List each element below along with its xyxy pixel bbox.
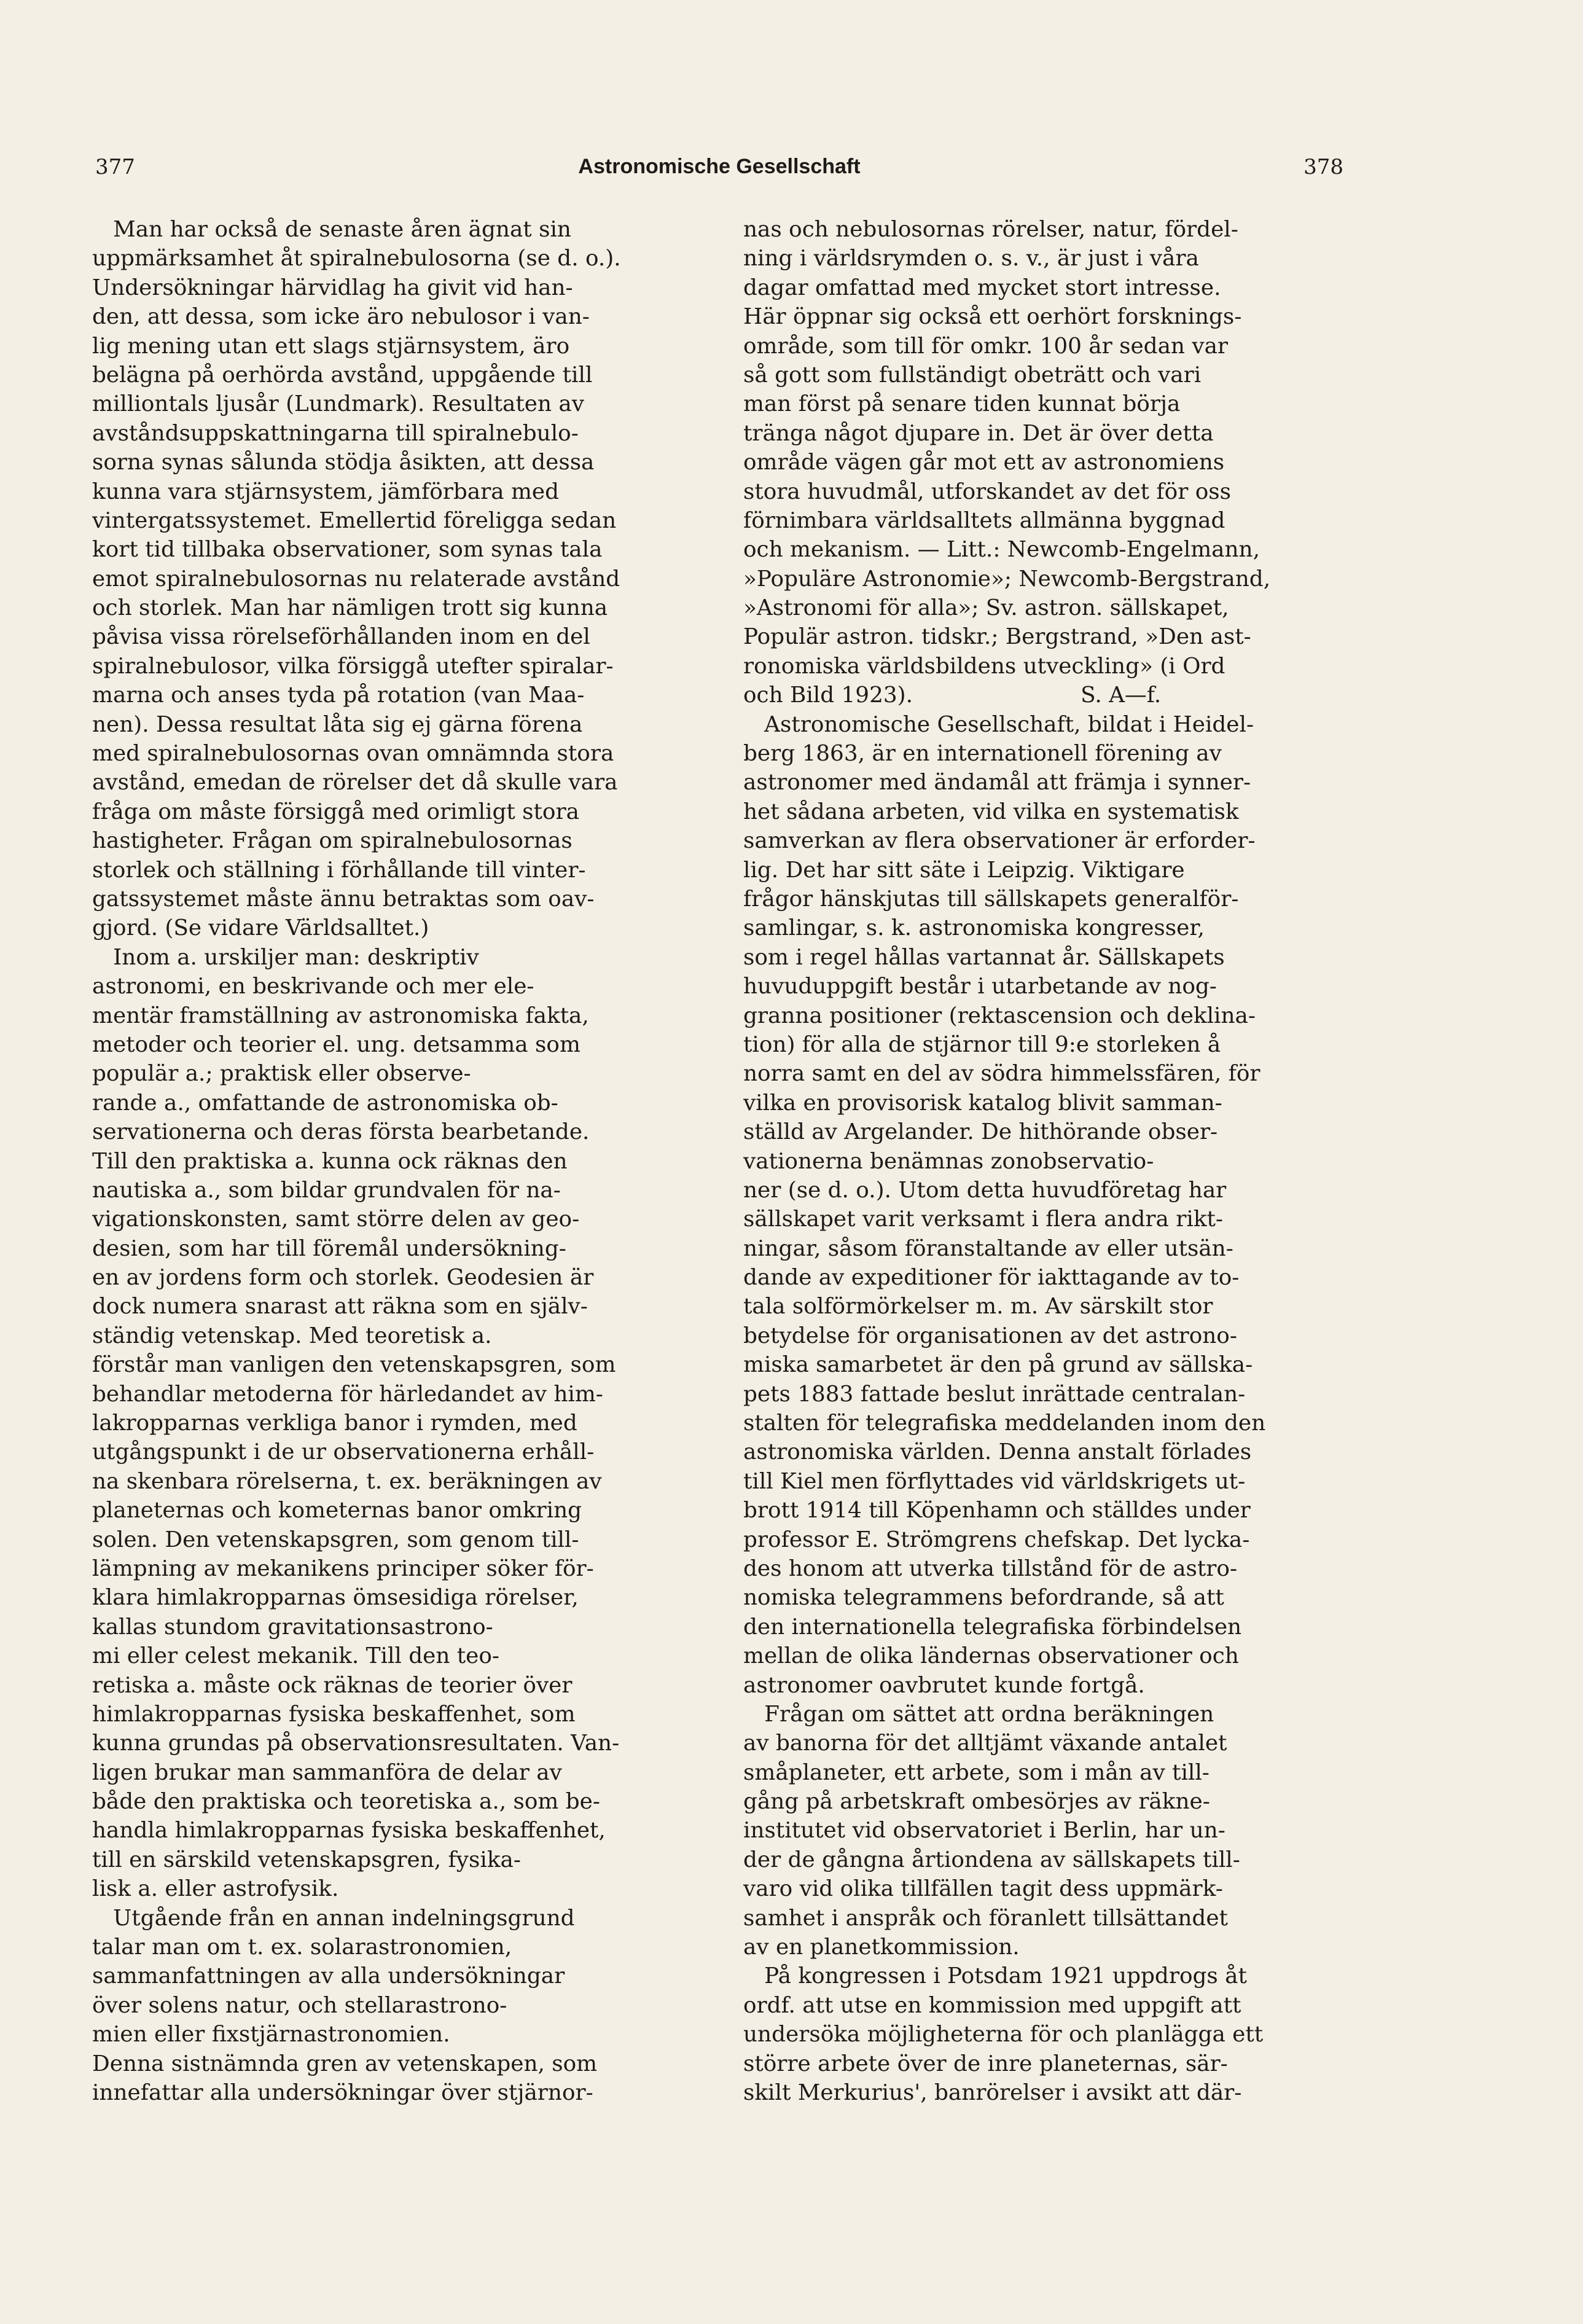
text-line: professor E. Strömgrens chefskap. Det lycka- [743,1527,1250,1552]
text-line: vationerna benämnas zonobservatio- [743,1148,1154,1174]
text-line: stora huvudmål, utforskandet av det för oss [743,479,1231,504]
text-line: ronomiska världsbildens utveckling» (i Ord [743,653,1225,679]
text-line: Här öppnar sig också ett oerhört forsknings- [743,304,1242,330]
text-line: nen). Dessa resultat låta sig ej gärna förena [92,711,583,737]
text-line: fråga om måste försiggå med orimligt stora [92,799,579,824]
text-line: brott 1914 till Köpenhamn och ställdes under [743,1498,1251,1524]
text-line: över solens natur, och stellarastrono- [92,1992,507,2018]
text-line: des honom att utverka tillstånd för de astro- [743,1555,1238,1581]
text-line: marna och anses tyda på rotation (van Maa- [92,683,585,708]
text-line: Inom a. urskiljer man: deskriptiv [92,944,479,970]
text-line: man först på senare tiden kunnat börja [743,391,1181,417]
text-line: tala solförmörkelser m. m. Av särskilt stor [743,1294,1213,1320]
text-line: Undersökningar härvidlag ha givit vid han- [92,275,573,300]
text-line: dagar omfattad med mycket stort intresse. [743,275,1221,300]
text-line: ningar, såsom föranstaltande av eller utsän- [743,1235,1233,1261]
text-line: dande av expeditioner för iakttagande av to- [743,1265,1240,1291]
text-line: som i regel hållas vartannat år. Sällskapets [743,944,1225,970]
right-text-column [743,215,1367,2107]
text-line: stalten för telegrafiska meddelanden inom den [743,1410,1266,1436]
text-line: Denna sistnämnda gren av vetenskapen, som [92,2051,598,2076]
text-line: nomiska telegrammens befordrande, så att [743,1585,1224,1611]
text-line: populär a.; praktisk eller observe- [92,1061,471,1087]
text-line: undersöka möjligheterna för och planlägga ett [743,2022,1264,2048]
text-line: frågor hänskjutas till sällskapets generalför- [743,886,1239,912]
text-line: påvisa vissa rörelseförhållanden inom en del [92,624,590,650]
text-line: lämpning av mekanikens principer söker för- [92,1555,594,1581]
text-line: gång på arbetskraft ombesörjes av räkne- [743,1789,1210,1815]
text-line: större arbete över de inre planeternas, sär- [743,2051,1228,2076]
text-line: granna positioner (rektascension och deklina- [743,1003,1256,1028]
text-line: småplaneter, ett arbete, som i mån av till- [743,1759,1210,1785]
text-line: avståndsuppskattningarna till spiralnebulo- [92,420,579,446]
text-line: het sådana arbeten, vid vilka en systematisk [743,799,1239,824]
text-line: område vägen går mot ett av astronomiens [743,450,1225,475]
text-line: samhet i anspråk och föranlett tillsättandet [743,1905,1228,1931]
text-line: der de gångna årtiondena av sällskapets till- [743,1847,1240,1872]
text-line: astronomi, en beskrivande och mer ele- [92,974,534,1000]
text-line: nas och nebulosornas rörelser, natur, fördel- [743,217,1238,242]
text-line: norra samt en del av södra himmelssfären, för [743,1061,1261,1087]
text-line: och mekanism. — Litt.: Newcomb-Engelmann, [743,537,1260,563]
text-line: spiralnebulosor, vilka försiggå utefter spiralar- [92,653,614,679]
text-line: emot spiralnebulosornas nu relaterade avstånd [92,566,620,592]
text-line: tion) för alla de stjärnor till 9:e storleken å [743,1031,1221,1057]
text-line: betydelse för organisationen av det astrono- [743,1323,1237,1348]
text-line: den internationella telegrafiska förbindelsen [743,1614,1242,1640]
running-header [95,155,1343,192]
text-line: Populär astron. tidskr.; Bergstrand, »Den ast- [743,624,1251,650]
text-line: solen. Den vetenskapsgren, som genom till- [92,1527,579,1552]
text-line: gatssystemet måste ännu betraktas som oav- [92,886,595,912]
text-line: sammanfattningen av alla undersökningar [92,1963,565,1989]
text-line: och storlek. Man har nämligen trott sig kunna [92,595,608,621]
text-line: kunna grundas på observationsresultaten. Van- [92,1731,620,1756]
text-line: lakropparnas verkliga banor i rymden, med [92,1410,577,1436]
left-text-column [92,215,716,2107]
page-number-right: 378 [1304,155,1343,179]
text-line: milliontals ljusår (Lundmark). Resultaten av [92,391,584,417]
text-line: en av jordens form och storlek. Geodesien är [92,1265,594,1291]
text-line: sorna synas sålunda stödja åsikten, att dessa [92,450,595,475]
text-line: servationerna och deras första bearbetande. [92,1119,590,1145]
text-line: Till den praktiska a. kunna ock räknas den [92,1148,568,1174]
text-line: av banorna för det alltjämt växande antalet [743,1731,1227,1756]
text-line: metoder och teorier el. ung. detsamma som [92,1031,580,1057]
text-line: både den praktiska och teoretiska a., som be- [92,1789,600,1815]
text-line: Utgående från en annan indelningsgrund [92,1905,575,1931]
text-line: himlakropparnas fysiska beskaffenhet, som [92,1701,576,1727]
text-line: lig mening utan ett slags stjärnsystem, äro [92,333,570,359]
text-line: kunna vara stjärnsystem, jämförbara med [92,479,560,504]
text-line: förnimbara världsalltets allmänna byggnad [743,507,1225,533]
text-line: till Kiel men förflyttades vid världskrigets ut- [743,1468,1246,1494]
text-line: sällskapet varit verksamt i flera andra rikt- [743,1207,1223,1232]
text-line: astronomer med ändamål att främja i synner- [743,770,1251,796]
text-line: ständig vetenskap. Med teoretisk a. [92,1323,492,1348]
text-line: område, som till för omkr. 100 år sedan var [743,333,1229,359]
text-line: astronomer oavbrutet kunde fortgå. [743,1672,1145,1698]
text-line: dock numera snarast att räkna som en själv- [92,1294,588,1320]
text-line: skilt Merkurius', banrörelser i avsikt att där- [743,2080,1242,2105]
text-line: kort tid tillbaka observationer, som synas tala [92,537,603,563]
text-line: planeternas och kometernas banor omkring [92,1498,582,1524]
text-line: avstånd, emedan de rörelser det då skulle vara [92,770,618,796]
text-line: den, att dessa, som icke äro nebulosor i van- [92,304,590,330]
text-line: gjord. (Se vidare Världsalltet.) [92,915,429,941]
text-line: retiska a. måste ock räknas de teorier över [92,1672,573,1698]
text-line: av en planetkommission. [743,1935,1020,1960]
text-line: institutet vid observatoriet i Berlin, har un- [743,1818,1225,1844]
text-line: På kongressen i Potsdam 1921 uppdrogs åt [743,1963,1247,1989]
text-line: uppmärksamhet åt spiralnebulosorna (se d. o.). [92,246,621,272]
text-line: mien eller fixstjärnastronomien. [92,2022,450,2048]
text-line: ning i världsrymden o. s. v., är just i våra [743,246,1199,272]
text-line: ner (se d. o.). Utom detta huvudföretag har [743,1177,1227,1203]
text-line: Astronomische Gesellschaft, bildat i Heidel- [743,711,1254,737]
text-line: »Astronomi för alla»; Sv. astron. sällskapet, [743,595,1229,621]
text-line: samverkan av flera observationer är erforder- [743,828,1256,854]
text-line: mentär framställning av astronomiska fakta, [92,1003,589,1028]
text-line: samlingar, s. k. astronomiska kongresser, [743,915,1205,941]
text-line: så gott som fullständigt obeträtt och vari [743,362,1202,388]
page-number-left: 377 [95,155,135,179]
text-line: handla himlakropparnas fysiska beskaffenhet, [92,1818,606,1844]
text-line: med spiralnebulosornas ovan omnämnda stora [92,741,614,767]
text-line: vigationskonsten, samt större delen av geo- [92,1207,580,1232]
text-line: berg 1863, är en internationell förening av [743,741,1222,767]
text-line: och Bild 1923). S. A—f. [743,683,1162,708]
text-line: tränga något djupare in. Det är över detta [743,420,1214,446]
text-line: desien, som har till föremål undersökning- [92,1235,566,1261]
text-line: mellan de olika ländernas observationer och [743,1643,1239,1669]
text-line: behandlar metoderna för härledandet av him- [92,1381,603,1407]
text-line: Man har också de senaste åren ägnat sin [92,217,571,242]
text-line: miska samarbetet är den på grund av sällska- [743,1352,1253,1378]
text-line: rande a., omfattande de astronomiska ob- [92,1090,558,1116]
text-line: huvuduppgift består i utarbetande av nog- [743,974,1217,1000]
text-line: astronomiska världen. Denna anstalt förlades [743,1439,1252,1465]
text-line: pets 1883 fattade beslut inrättade centralan- [743,1381,1246,1407]
text-line: belägna på oerhörda avstånd, uppgående till [92,362,593,388]
text-line: vilka en provisorisk katalog blivit samman- [743,1090,1222,1116]
text-line: innefattar alla undersökningar över stjärnor- [92,2080,593,2105]
text-line: ordf. att utse en kommission med uppgift att [743,1992,1241,2018]
text-line: hastigheter. Frågan om spiralnebulosornas [92,828,573,854]
running-title: Astronomische Gesellschaft [578,155,861,178]
text-line: mi eller celest mekanik. Till den teo- [92,1643,499,1669]
text-line: na skenbara rörelserna, t. ex. beräkningen av [92,1468,602,1494]
text-line: till en särskild vetenskapsgren, fysika- [92,1847,521,1872]
text-line: utgångspunkt i de ur observationerna erhåll- [92,1439,595,1465]
text-line: ligen brukar man sammanföra de delar av [92,1759,562,1785]
text-line: varo vid olika tillfällen tagit dess uppmärk- [743,1876,1223,1902]
text-line: nautiska a., som bildar grundvalen för na- [92,1177,561,1203]
text-line: lisk a. eller astrofysik. [92,1876,339,1902]
text-line: klara himlakropparnas ömsesidiga rörelser, [92,1585,579,1611]
text-line: lig. Det har sitt säte i Leipzig. Viktigare [743,857,1185,883]
text-line: talar man om t. ex. solarastronomien, [92,1935,512,1960]
text-line: kallas stundom gravitationsastrono- [92,1614,493,1640]
text-line: förstår man vanligen den vetenskapsgren, som [92,1352,616,1378]
text-line: »Populäre Astronomie»; Newcomb-Bergstrand, [743,566,1271,592]
text-line: ställd av Argelander. De hithörande obser- [743,1119,1218,1145]
text-line: Frågan om sättet att ordna beräkningen [743,1701,1214,1727]
text-line: vintergatssystemet. Emellertid föreligga sedan [92,507,617,533]
text-line: storlek och ställning i förhållande till vinter- [92,857,586,883]
